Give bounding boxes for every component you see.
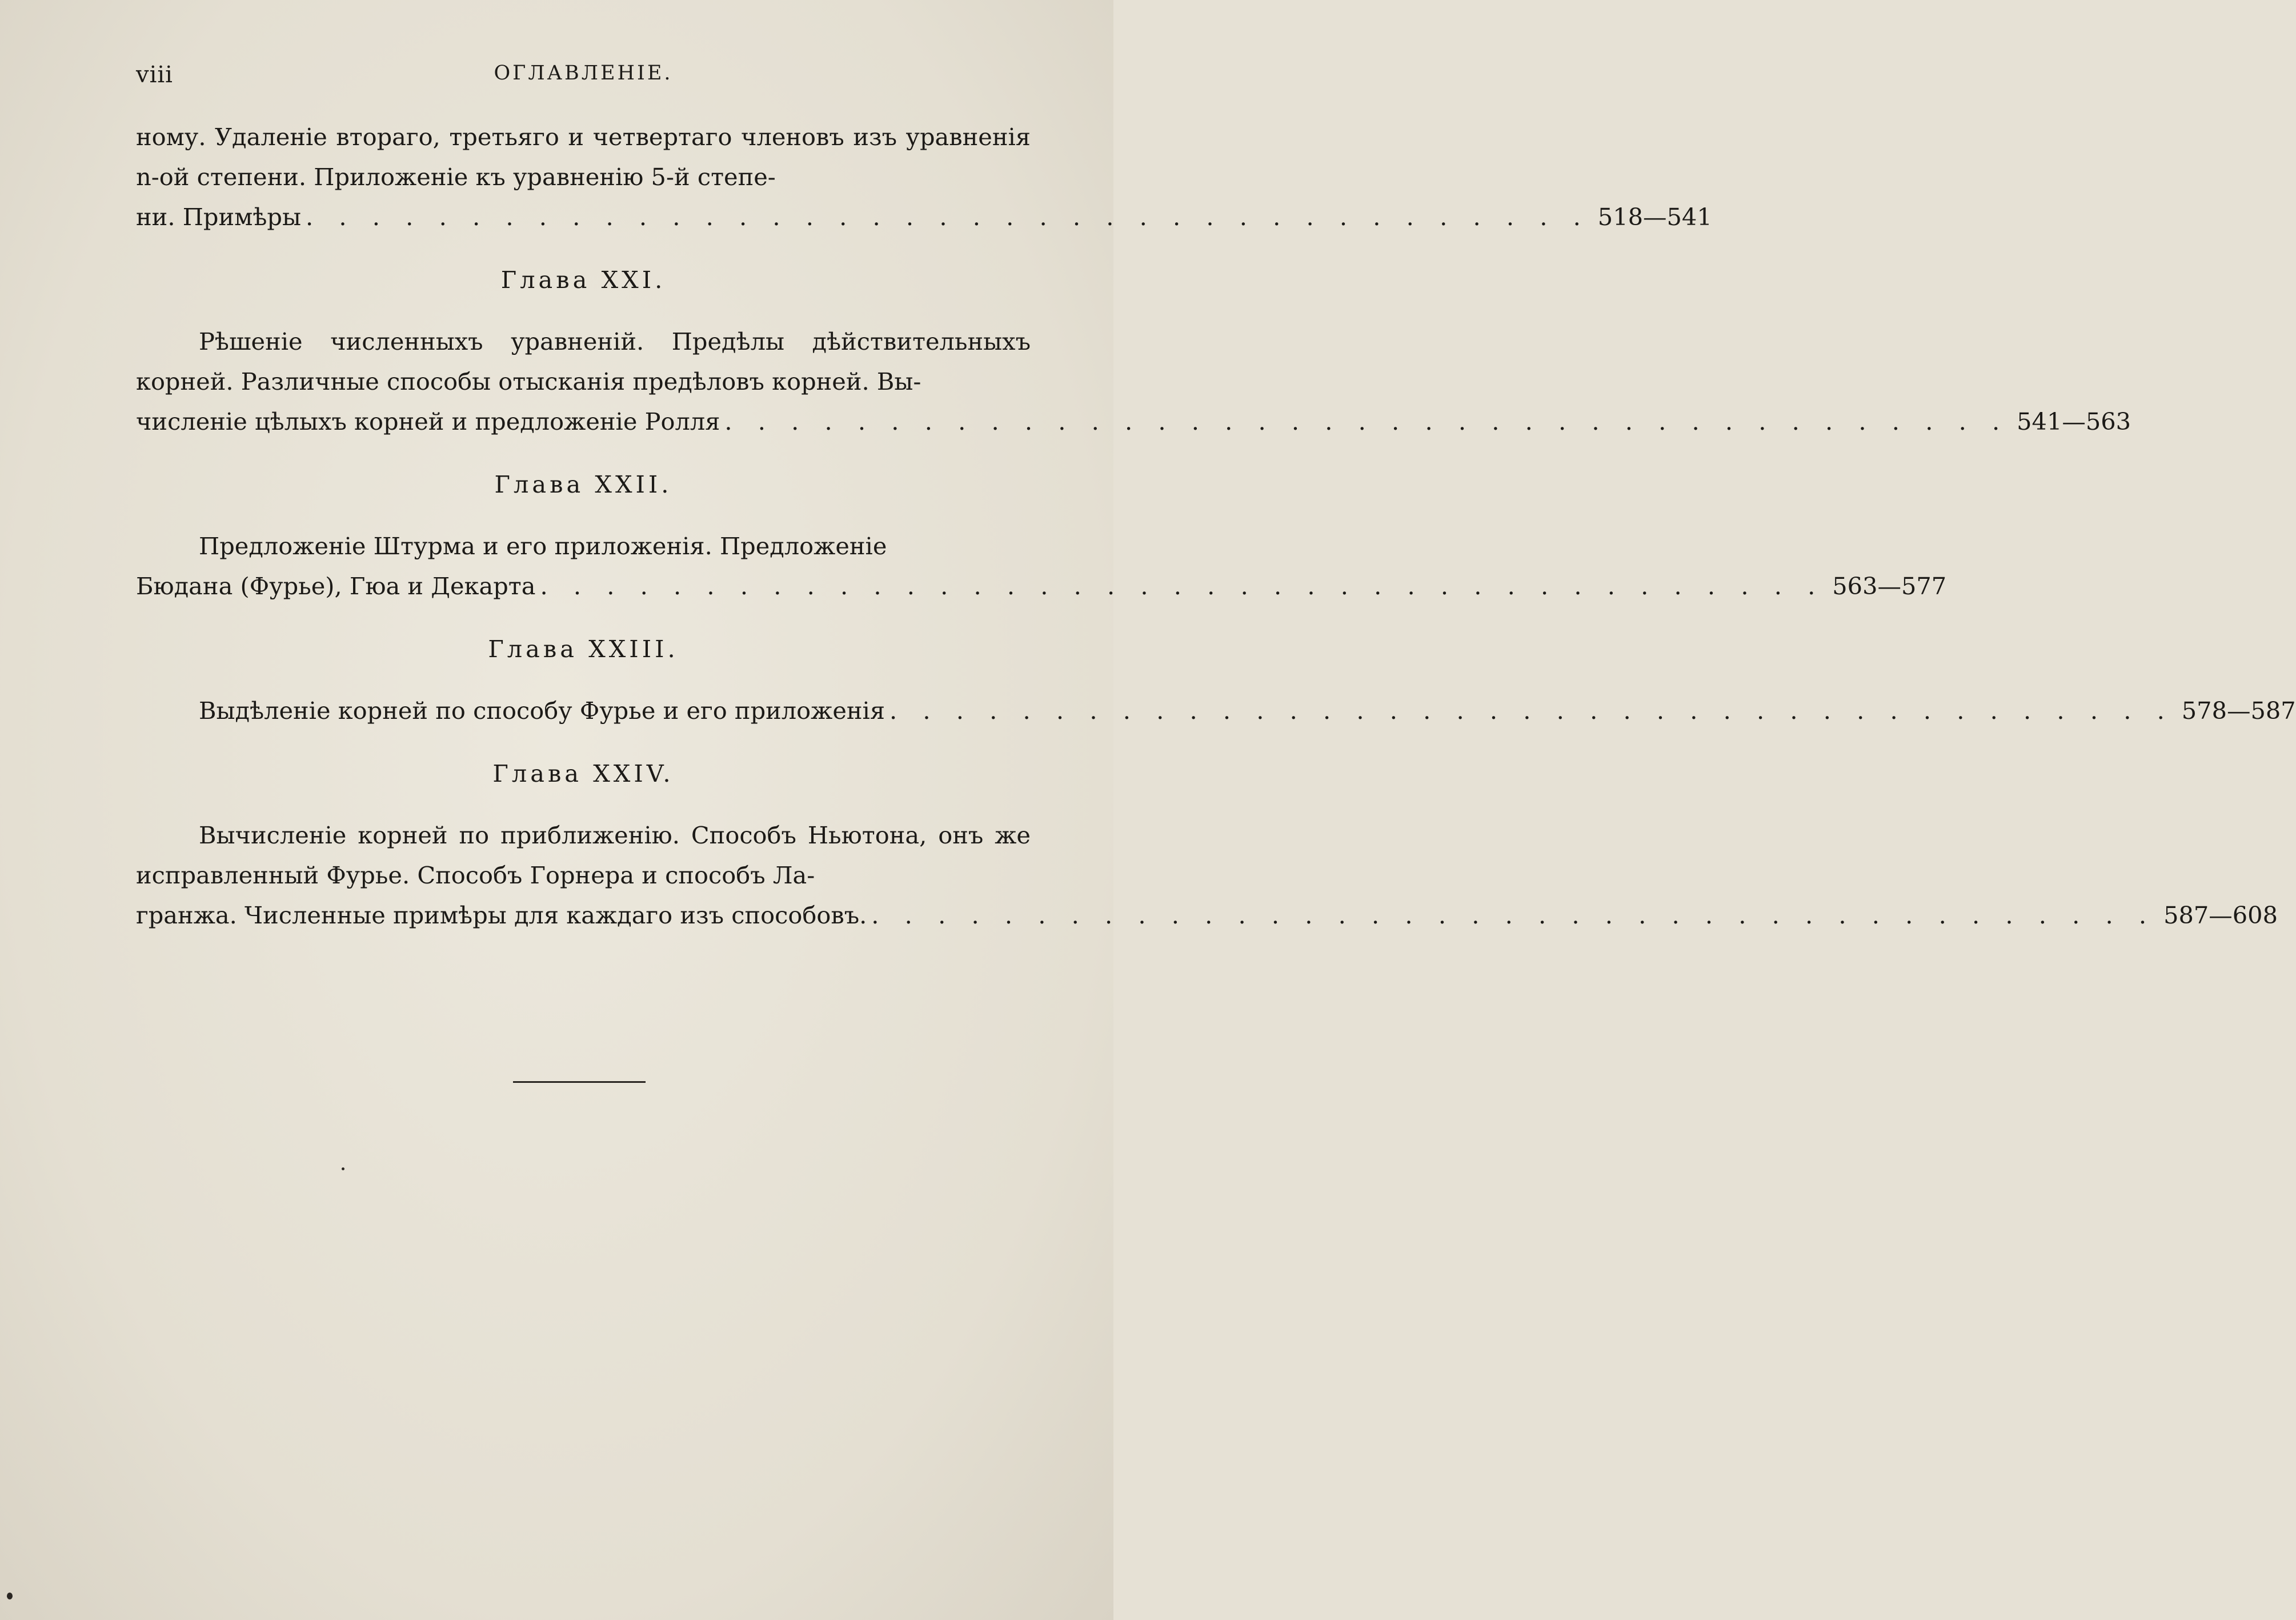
entry-last-text: численіе цѣлыхъ корней и предложеніе Ролля xyxy=(136,407,720,435)
entry-last-line xyxy=(136,691,2296,731)
text-line: Вычисленіе корней по приближенію. Способъ Ньютона, xyxy=(199,821,927,849)
entry-last-line xyxy=(136,566,1947,606)
entry-last-text: Бюдана (Фурье), Гюа и Декарта xyxy=(136,572,536,600)
page-header xyxy=(136,62,1031,96)
leader-dots: . . . . . . . . . . . . . . . . . . . . . . . . . . . . . . . . . . . . . . . xyxy=(306,203,1590,231)
chapter-heading: Глава XXIV. xyxy=(492,759,674,787)
entry-last-line xyxy=(136,197,1712,237)
entry-last-text: ни. Примѣры xyxy=(136,203,302,231)
entry-text xyxy=(136,815,1031,895)
print-speck xyxy=(7,1593,13,1599)
entry-text xyxy=(136,117,1031,197)
page-range: 541—563 xyxy=(2017,407,2131,435)
entry-last-text: гранжа. Численные примѣры для каждаго изъ способовъ. xyxy=(136,901,867,929)
entry-last-line xyxy=(136,895,2278,935)
toc-entry xyxy=(136,465,1947,606)
entry-last-text: Выдѣленіе корней по способу Фурье и его приложенія xyxy=(199,697,885,725)
leader-dots: . . . . . . . . . . . . . . . . . . . . . . . . . . . . . . . . . . . . . . . xyxy=(871,901,2156,929)
chapter-heading: Глава XXI. xyxy=(500,266,666,294)
print-speck xyxy=(342,1167,344,1170)
text-line: уравненія n-ой степени. Приложеніе къ уравненію 5-й степе- xyxy=(136,123,1031,191)
text-line: Рѣшеніе численныхъ уравненій. Предѣлы дѣйствительныхъ xyxy=(199,327,1031,355)
text-line: Предложеніе Штурма и его приложенія. Предложеніе xyxy=(199,532,887,560)
entry-text xyxy=(136,322,1031,402)
entry-last-line xyxy=(136,402,2131,442)
table-of-contents xyxy=(136,117,2296,935)
chapter-heading: Глава XXIII. xyxy=(488,635,679,663)
page-range: 563—577 xyxy=(1832,572,1947,600)
toc-entry xyxy=(136,629,2296,731)
running-title: ОГЛАВЛЕНІЕ. xyxy=(494,62,673,85)
end-rule xyxy=(513,1081,646,1083)
toc-entry xyxy=(136,754,2278,935)
leader-dots: . . . . . . . . . . . . . . . . . . . . . . . . . . . . . . . . . . . . . . . xyxy=(724,407,2009,435)
chapter-heading: Глава XXII. xyxy=(494,470,672,498)
text-line: онъ же исправленный Фурье. Способъ Горнера и способъ Ла- xyxy=(136,821,1031,889)
leader-dots: . . . . . . . . . . . . . . . . . . . . . . . . . . . . . . . . . . . . . . . xyxy=(889,697,2174,725)
entry-text xyxy=(136,526,1031,566)
page-range: 518—541 xyxy=(1597,203,1712,231)
page-range: 578—587 xyxy=(2181,697,2296,725)
toc-entry xyxy=(136,260,2131,442)
text-line: ному. Удаленіе втораго, третьяго и четвертаго членовъ изъ xyxy=(136,123,897,151)
text-line: корней. Различные способы отысканія предѣловъ корней. Вы- xyxy=(136,367,921,395)
leader-dots: . . . . . . . . . . . . . . . . . . . . . . . . . . . . . . . . . . . . . . . xyxy=(540,572,1825,600)
toc-entry xyxy=(136,117,1712,237)
page-number: viii xyxy=(136,62,173,88)
page-range: 587—608 xyxy=(2163,901,2278,929)
